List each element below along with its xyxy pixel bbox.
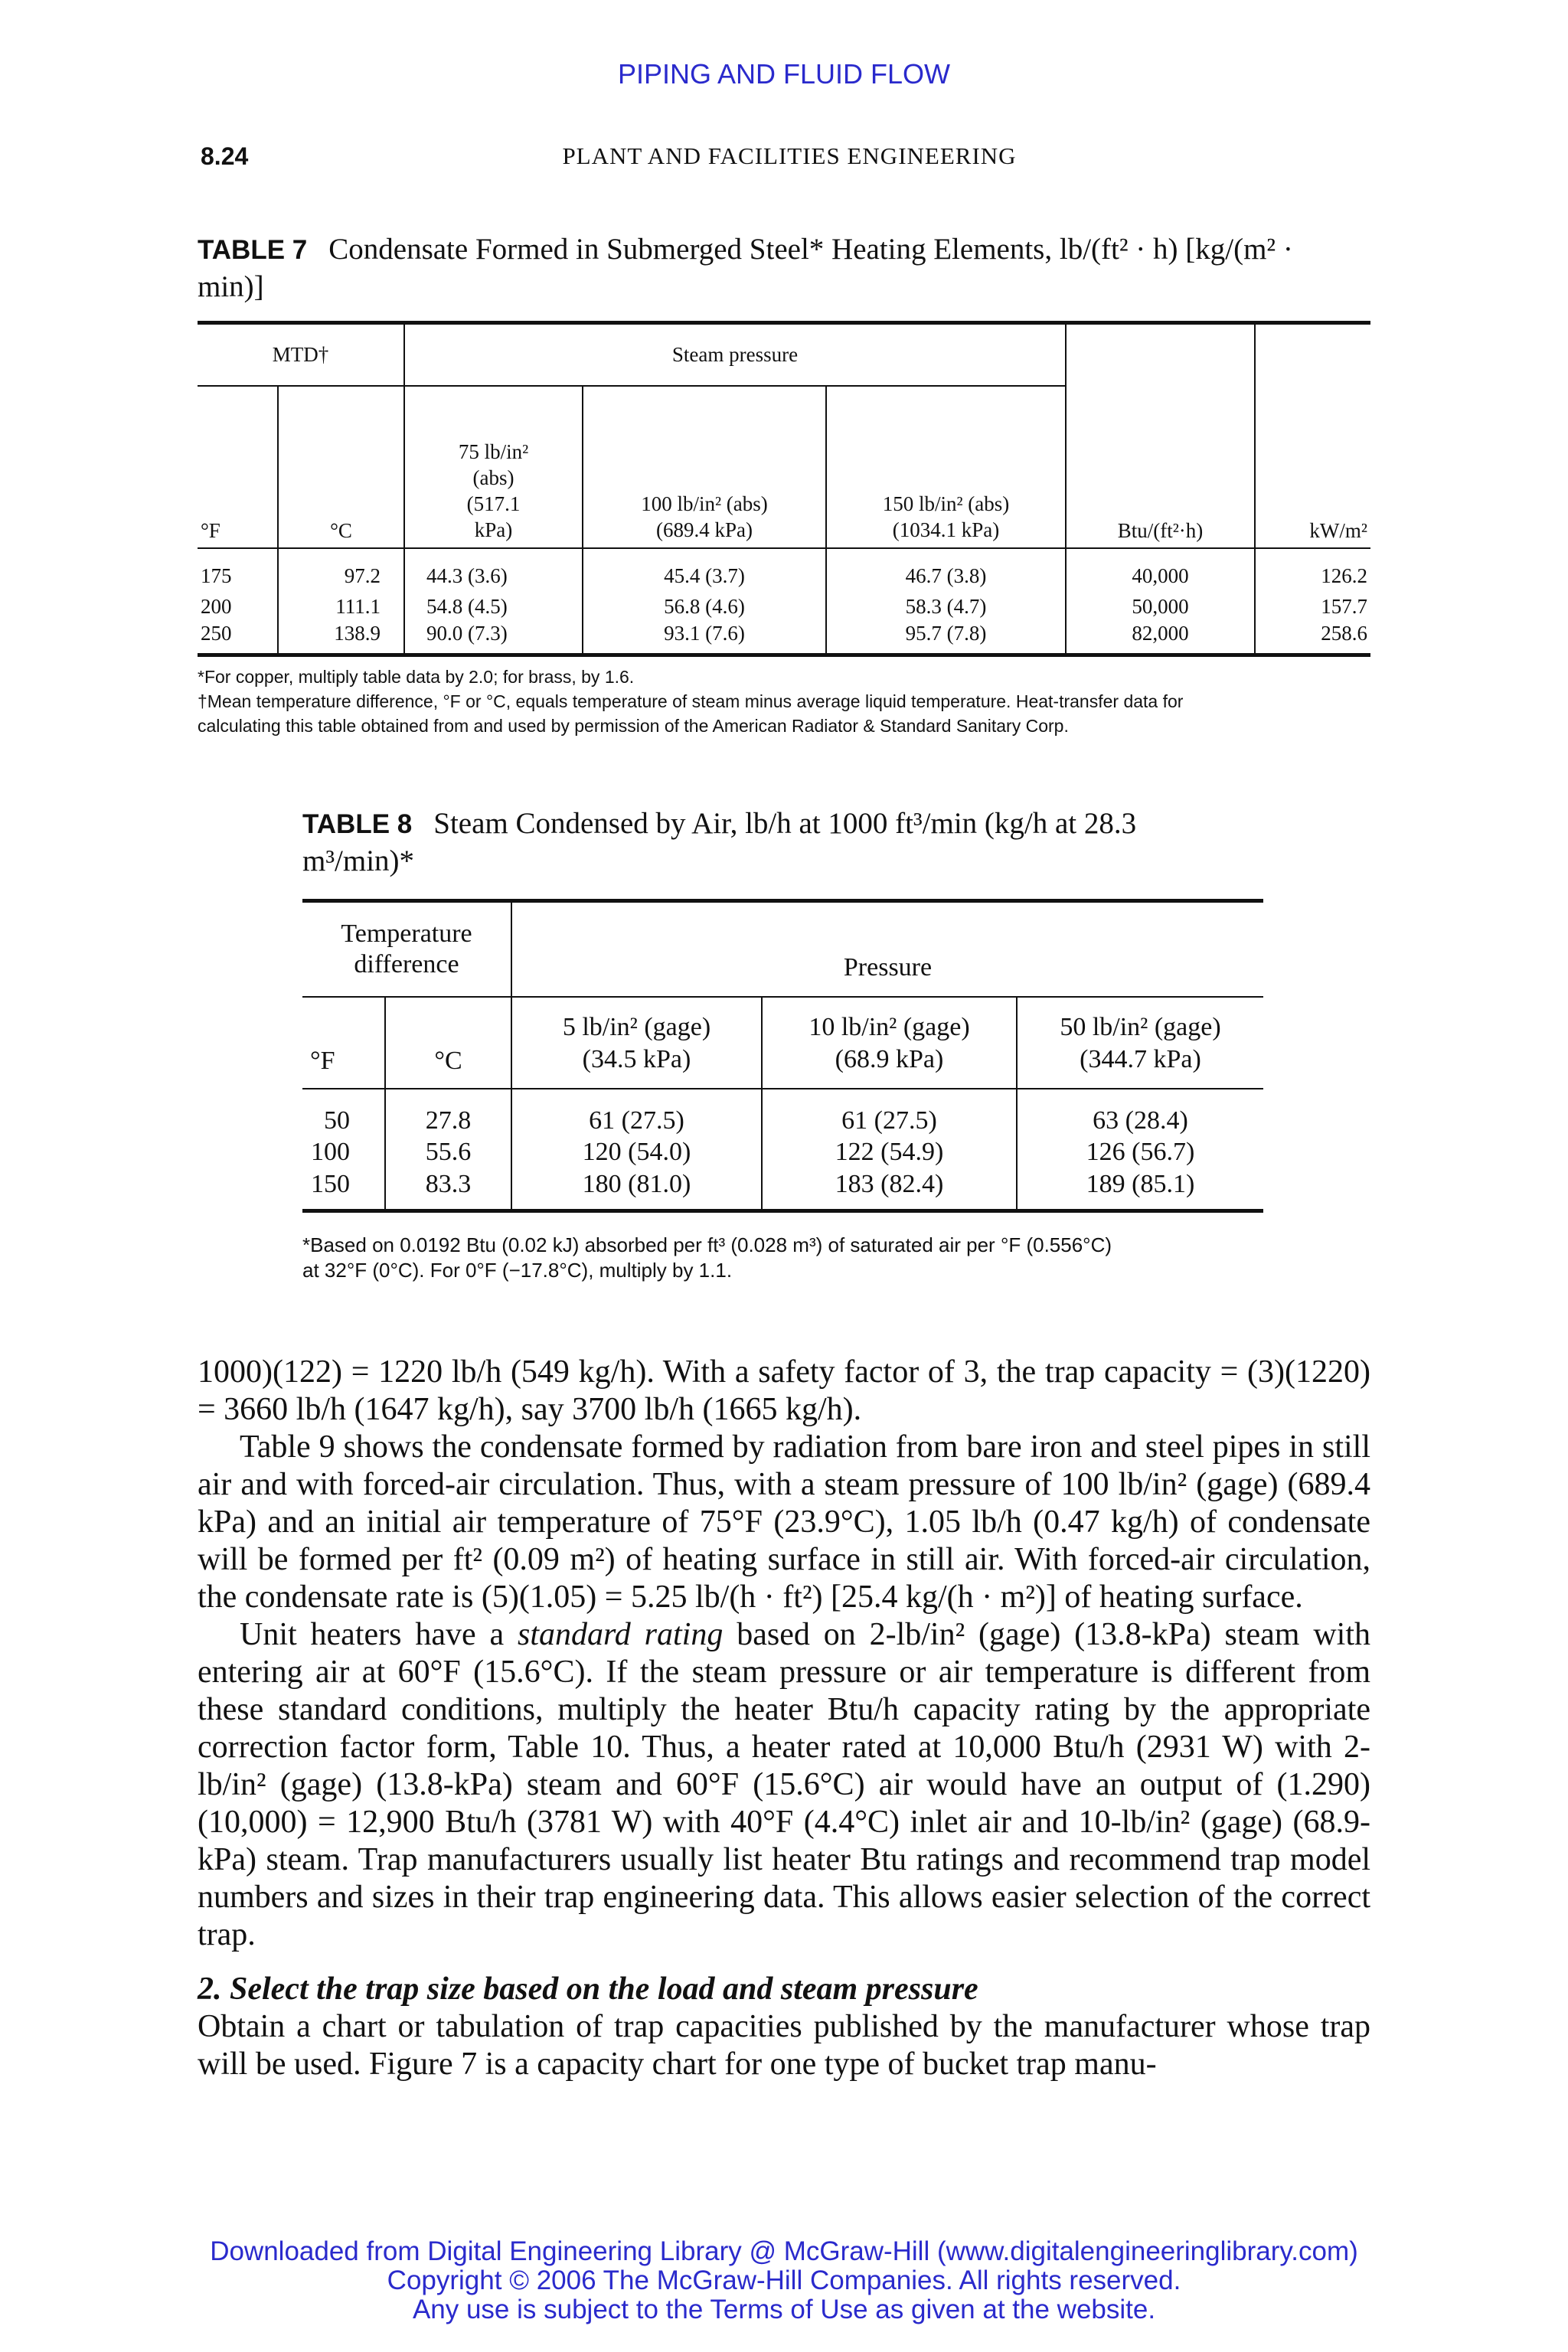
- table7-caption-line2: min)]: [198, 270, 264, 303]
- table8-footnote: *Based on 0.0192 Btu (0.02 kJ) absorbed per ft³ (0.028 m³) of saturated air per °F (0.556°C) at 32°F (0°C). For 0°F (−17.8°C), multiply by 1.1.: [302, 1233, 1112, 1282]
- copyright-footer: [0, 2237, 1568, 2324]
- table7-col-btu: Btu/(ft²·h): [1066, 386, 1255, 548]
- site-banner: PIPING AND FLUID FLOW: [617, 58, 951, 90]
- paragraph: Table 9 shows the condensate formed by radiation from bare iron and steel pipes in still air and with forced-air circulation. Thus, with a steam pressure of 100 lb/in² (gage) (689.4 kPa) and an initial air temperature of 75°F (23.9°C), 1.05 lb/h (0.47 kg/h) of condensate will be formed per ft² (0.09 m²) of heating surface in still air. With forced-air circulation, the condensate rate is (5)(1.05) = 5.25 lb/(h · ft²) [25.4 kg/(h · m²)] of heating surface.: [198, 1429, 1370, 1615]
- table7-caption: [198, 231, 1377, 305]
- table7-col-f: °F: [198, 386, 278, 548]
- table-row: 100 55.6 120 (54.0) 122 (54.9) 126 (56.7): [302, 1136, 1263, 1168]
- table7-steam-pressure-header: Steam pressure: [404, 323, 1066, 386]
- table7: [198, 321, 1370, 657]
- table7-col-kw: kW/m²: [1309, 518, 1367, 542]
- paragraph: Obtain a chart or tabulation of trap capacities published by the manufacturer whose trap will be used. Figure 7 is a capacity chart for one type of bucket trap manu-: [198, 2009, 1370, 2082]
- table7-col-p150: 150 lb/in² (abs) (1034.1 kPa): [826, 386, 1066, 548]
- footer-terms: Any use is subject to the Terms of Use as given at the website.: [412, 2295, 1156, 2324]
- table8-col-p5: 5 lb/in² (gage) (34.5 kPa): [511, 997, 762, 1089]
- table7-mtd-header: MTD†: [198, 323, 404, 386]
- table7-label: TABLE 7: [198, 235, 308, 265]
- table7-col-c: °C: [278, 386, 404, 548]
- table7-caption-line1: Condensate Formed in Submerged Steel* Heating Elements, lb/(ft² · h) [kg/(m² ·: [328, 233, 1293, 266]
- table8-caption-line1: Steam Condensed by Air, lb/h at 1000 ft³/min (kg/h at 28.3: [433, 807, 1137, 840]
- table7-col-p100: 100 lb/in² (abs) (689.4 kPa): [583, 386, 826, 548]
- body-text: [198, 1354, 1370, 2083]
- table8-col-c: °C: [385, 997, 511, 1089]
- table8-col-f: °F: [302, 997, 385, 1089]
- paragraph: 1000)(122) = 1220 lb/h (549 kg/h). With a safety factor of 3, the trap capacity = (3)(1220) = 3660 lb/h (1647 kg/h), say 3700 lb/h (1665 kg/h).: [198, 1354, 1370, 1427]
- table-row: 150 83.3 180 (81.0) 183 (82.4) 189 (85.1): [302, 1168, 1263, 1211]
- table-row: 250 138.9 90.0 (7.3) 93.1 (7.6) 95.7 (7.8) 82,000 258.6: [198, 619, 1370, 655]
- table-row: 50 27.8 61 (27.5) 61 (27.5) 63 (28.4): [302, 1089, 1263, 1136]
- footer-download-link[interactable]: Downloaded from Digital Engineering Library @ McGraw-Hill (www.digitalengineeringlibrary.com): [210, 2236, 1358, 2266]
- table7-col-p75: 75 lb/in² (abs) (517.1 kPa): [404, 386, 583, 548]
- table8-label: TABLE 8: [302, 809, 413, 839]
- table-row: 175 97.2 44.3 (3.6) 45.4 (3.7) 46.7 (3.8) 40,000 126.2: [198, 548, 1370, 588]
- table-row: 200 111.1 54.8 (4.5) 56.8 (4.6) 58.3 (4.7) 50,000 157.7: [198, 588, 1370, 619]
- page-number: 8.24: [201, 142, 249, 170]
- step-heading: 2. Select the trap size based on the load and steam pressure: [198, 1971, 978, 2007]
- table7-footnotes: *For copper, multiply table data by 2.0; for brass, by 1.6. †Mean temperature difference, °F or °C, equals temperature of steam minus average liquid temperature. Heat-transfer data for calculating this table obtained from and used by permission of the American Radiator & Standard Sanitary Corp.: [198, 667, 1184, 736]
- table8-temp-diff-header: Temperature difference: [302, 901, 511, 997]
- table8-col-p10: 10 lb/in² (gage) (68.9 kPa): [762, 997, 1017, 1089]
- paragraph: Unit heaters have a standard rating based on 2-lb/in² (gage) (13.8-kPa) steam with entering air at 60°F (15.6°C). If the steam pressure or air temperature is different from these standard conditions, multiply the heater Btu/h capacity rating by the appropriate correction factor form, Table 10. Thus, a heater rated at 10,000 Btu/h (2931 W) with 2-lb/in² (gage) (13.8-kPa) steam and 60°F (15.6°C) air would have an output of (1.290)(10,000) = 12,900 Btu/h (3781 W) with 40°F (4.4°C) inlet air and 10-lb/in² (gage) (68.9-kPa) steam. Trap manufacturers usually list heater Btu ratings and recommend trap model numbers and sizes in their trap engineering data. This allows easier selection of the correct trap.: [198, 1617, 1371, 1952]
- table8-caption: [302, 805, 1267, 880]
- table8-caption-line2: m³/min)*: [302, 844, 415, 877]
- running-title: PLANT AND FACILITIES ENGINEERING: [562, 142, 1017, 169]
- footer-copyright: Copyright © 2006 The McGraw-Hill Companies. All rights reserved.: [387, 2265, 1181, 2295]
- table8-pressure-header: Pressure: [511, 901, 1263, 997]
- table8: [302, 899, 1263, 1213]
- table8-col-p50: 50 lb/in² (gage) (344.7 kPa): [1060, 1012, 1221, 1073]
